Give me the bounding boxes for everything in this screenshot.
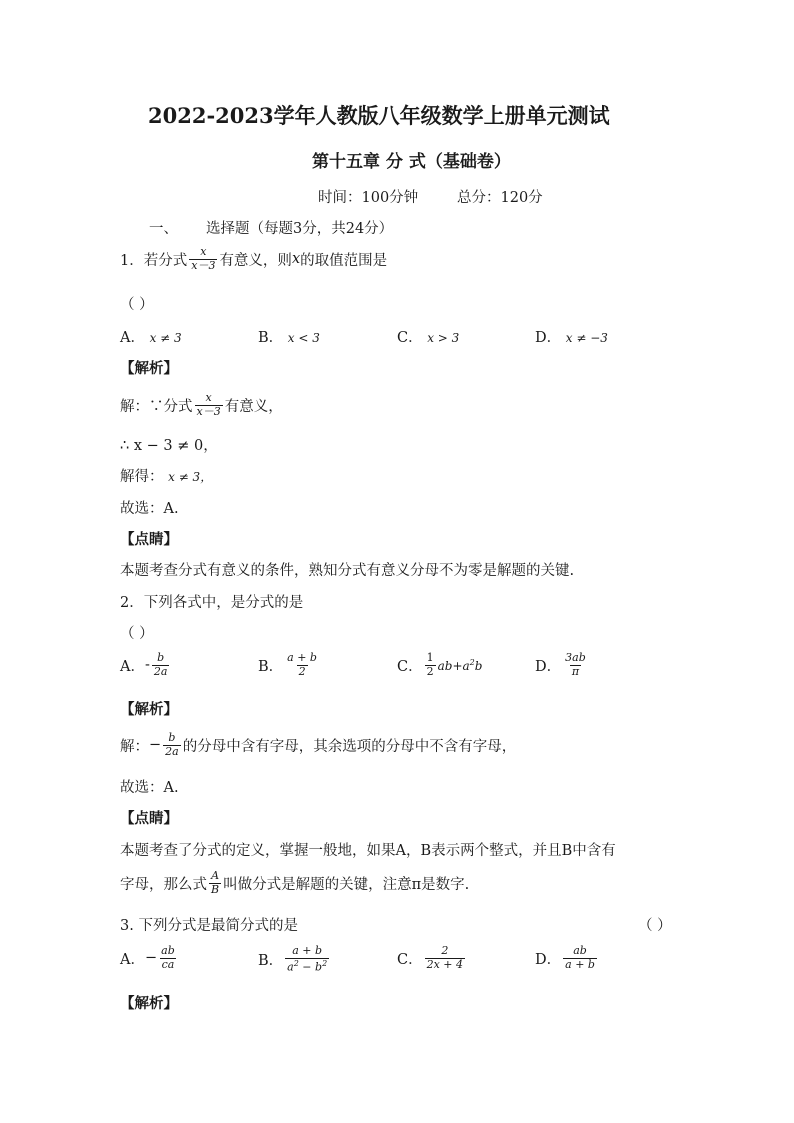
q1-option-c[interactable] — [397, 326, 459, 347]
q1-answer-paren: （ ） — [120, 297, 154, 313]
q2-comment-line1: 本题考查了分式的定义，掌握一般地，如果A，B表示两个整式，并且B中含有 — [120, 843, 616, 859]
q2-sol-num: b — [168, 731, 176, 744]
q1-sol3-value: x ≠ 3， — [168, 470, 213, 484]
q2-a-sign: - — [144, 657, 150, 674]
q1-option-b-text: x < 3 — [287, 331, 320, 345]
q2-comment-suffix: 叫做分式是解题的关键，注意π是数字. — [223, 876, 470, 893]
q1-sol1-prefix: 解：∵分式 — [120, 398, 193, 415]
q3-d-num: ab — [573, 944, 587, 957]
q2-analysis-heading: 【解析】 — [120, 701, 178, 718]
q3-b-den-exp-a: 2 — [293, 958, 299, 968]
q1-var: x — [291, 251, 301, 268]
q2-c-exp: 2 — [469, 657, 475, 667]
q2-solution-line1 — [120, 732, 516, 758]
q1-option-c-text: x > 3 — [427, 331, 460, 345]
q2-a-den: 2a — [153, 664, 168, 678]
q2-c-tail — [438, 658, 483, 673]
q1-prefix: 1．若分式 — [120, 252, 188, 269]
q1-option-d[interactable] — [535, 326, 608, 347]
q1-option-d-text: x ≠ −3 — [565, 331, 608, 345]
q2-a-fraction — [152, 652, 170, 678]
q3-b-num: a + b — [292, 944, 323, 957]
q2-sol-text: 的分母中含有字母，其余选项的分母中不含有字母， — [182, 738, 517, 755]
q3-option-a[interactable] — [120, 945, 179, 971]
q3-b-den — [285, 958, 329, 974]
option-letter: D． — [535, 951, 562, 968]
q2-b-fraction — [285, 652, 319, 678]
q2-option-c[interactable] — [397, 652, 482, 678]
q2-comment-line2 — [120, 870, 469, 896]
option-letter: D． — [535, 658, 562, 675]
q1-suffix2: 的取值范围是 — [300, 252, 388, 269]
q3-c-fraction — [425, 945, 465, 971]
question-3-stem: 3. 下列分式是最简分式的是 — [120, 918, 298, 934]
q3-b-den-a: a — [287, 960, 294, 974]
q2-c-den: 2 — [426, 664, 434, 678]
q2-a-num: b — [157, 651, 165, 664]
q2-comment-frac-num: A — [211, 869, 220, 882]
q3-a-num: ab — [161, 944, 175, 957]
q3-b-den-exp-b: 2 — [322, 958, 328, 968]
q1-sol1-suffix: 有意义， — [224, 398, 283, 415]
q3-d-den: a + b — [565, 957, 595, 971]
q1-solution-line3 — [120, 465, 212, 486]
q2-comment-frac-den: B — [211, 882, 220, 896]
q3-a-fraction — [159, 945, 177, 971]
q2-answer-paren: （ ） — [120, 626, 154, 642]
q3-b-den-mid: − — [298, 960, 316, 974]
section-heading: 选择题（每题3分，共24分） — [206, 221, 394, 237]
q3-option-d[interactable] — [535, 945, 599, 971]
q1-solution-line1 — [120, 392, 283, 418]
q3-b-den-b: b — [315, 960, 323, 974]
q3-answer-paren: （ ） — [638, 918, 672, 934]
q1-fraction-num: x — [200, 245, 207, 258]
q2-option-d[interactable] — [535, 652, 590, 678]
q3-b-fraction — [285, 945, 329, 974]
q2-option-a[interactable] — [120, 652, 171, 678]
q2-c-num: 1 — [426, 651, 434, 664]
q1-suffix: 有意义，则 — [219, 252, 292, 269]
q3-d-fraction — [563, 945, 597, 971]
q2-answer: 故选：A. — [120, 780, 179, 796]
q2-d-fraction — [563, 652, 588, 678]
page-subtitle: 第十五章 分 式（基础卷） — [312, 152, 511, 172]
q1-sol-fraction-den: x－3 — [196, 404, 221, 418]
q1-fraction-den: x－3 — [191, 258, 216, 272]
q2-sol-fraction — [163, 732, 181, 758]
q3-option-b[interactable] — [258, 945, 331, 974]
exam-time: 时间：100分钟 — [318, 190, 419, 206]
q3-analysis-heading: 【解析】 — [120, 995, 178, 1012]
q2-sol-den: 2a — [165, 744, 179, 758]
q1-answer: 故选：A. — [120, 501, 179, 517]
option-letter: C． — [397, 951, 423, 968]
q2-comment-heading: 【点睛】 — [120, 810, 178, 827]
option-letter: A． — [120, 951, 145, 968]
q1-sol-fraction — [195, 392, 223, 418]
question-1-stem — [120, 246, 387, 272]
option-letter: A． — [120, 330, 145, 346]
q1-fraction — [189, 246, 217, 272]
q1-sol3-label: 解得： — [120, 469, 164, 485]
q3-a-den: ca — [161, 957, 175, 971]
q2-sol-prefix: 解： — [120, 738, 149, 755]
q2-b-num: a + b — [287, 651, 317, 664]
q1-option-a-text: x ≠ 3 — [149, 331, 182, 345]
q2-d-num: 3ab — [565, 651, 586, 664]
q1-comment-text: 本题考查分式有意义的条件，熟知分式有意义分母不为零是解题的关键. — [120, 563, 575, 579]
q1-option-a[interactable] — [120, 326, 182, 347]
option-letter: B． — [258, 658, 284, 675]
q1-option-b[interactable] — [258, 326, 320, 347]
q1-solution-line2: ∴ x − 3 ≠ 0， — [120, 438, 218, 454]
q1-comment-heading: 【点睛】 — [120, 531, 178, 548]
q3-c-num: 2 — [441, 944, 449, 957]
q2-c-fraction — [425, 652, 436, 678]
q2-d-den: π — [571, 664, 580, 678]
q3-c-den: 2x + 4 — [426, 957, 464, 971]
option-letter: B． — [258, 952, 284, 969]
q2-comment-fraction — [209, 870, 221, 896]
question-2-stem: 2．下列各式中，是分式的是 — [120, 595, 304, 611]
option-letter: A． — [120, 658, 145, 675]
section-numeral: 一、 — [149, 221, 178, 237]
page-title: 2022-2023学年人教版八年级数学上册单元测试 — [148, 103, 610, 128]
q2-sol-sign: − — [149, 737, 162, 754]
q2-c-tail2: b — [474, 658, 483, 673]
q2-c-tail-text: ab+a — [437, 658, 470, 673]
q3-a-sign: − — [144, 950, 158, 967]
q1-analysis-heading: 【解析】 — [120, 360, 178, 377]
q3-option-c[interactable] — [397, 945, 467, 971]
q2-b-den: 2 — [298, 664, 306, 678]
option-letter: D． — [535, 330, 562, 346]
q2-option-b[interactable] — [258, 652, 321, 678]
option-letter: B． — [258, 330, 284, 346]
q1-sol-fraction-num: x — [205, 391, 212, 404]
option-letter: C． — [397, 658, 423, 675]
option-letter: C． — [397, 330, 423, 346]
q2-comment-prefix: 字母，那么式 — [120, 876, 207, 893]
exam-total-score: 总分：120分 — [457, 190, 543, 206]
